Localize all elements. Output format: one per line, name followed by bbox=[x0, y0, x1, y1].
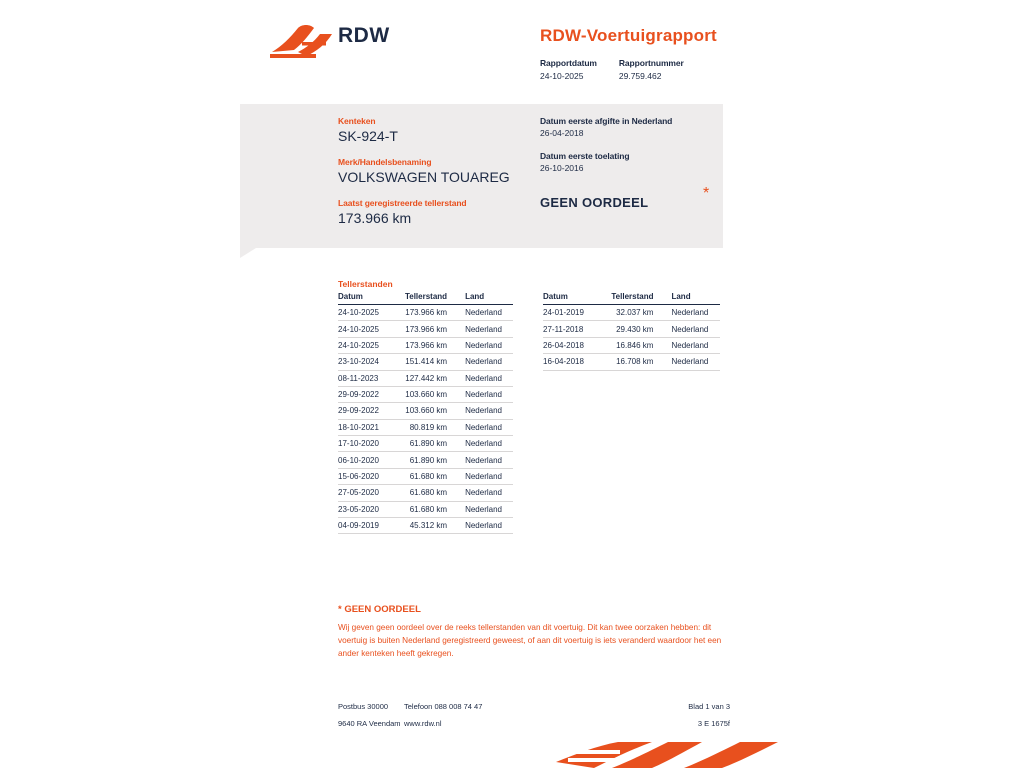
field-label-laatste-tellerstand: Laatst geregistreerde tellerstand bbox=[338, 198, 467, 208]
cell-datum: 17-10-2020 bbox=[338, 436, 390, 452]
cell-datum: 23-05-2020 bbox=[338, 501, 390, 517]
report-meta bbox=[540, 58, 684, 81]
odometer-table-right bbox=[543, 292, 720, 371]
table-row bbox=[338, 386, 513, 402]
table-row bbox=[543, 321, 720, 337]
cell-datum: 24-10-2025 bbox=[338, 337, 390, 353]
odometer-left-body bbox=[338, 305, 513, 534]
table-row bbox=[338, 370, 513, 386]
column-header-datum: Datum bbox=[543, 292, 596, 305]
rdw-logo-icon bbox=[268, 22, 338, 62]
cell-land: Nederland bbox=[461, 468, 513, 484]
cell-datum: 16-04-2018 bbox=[543, 354, 596, 370]
cell-tellerstand: 29.430 km bbox=[596, 321, 668, 337]
cell-land: Nederland bbox=[461, 419, 513, 435]
cell-tellerstand: 173.966 km bbox=[390, 337, 461, 353]
cell-land: Nederland bbox=[461, 386, 513, 402]
cell-datum: 24-10-2025 bbox=[338, 305, 390, 321]
cell-tellerstand: 16.846 km bbox=[596, 337, 668, 353]
field-label-eerste-toelating: Datum eerste toelating bbox=[540, 151, 630, 161]
cell-land: Nederland bbox=[667, 305, 720, 321]
cell-datum: 24-10-2025 bbox=[338, 321, 390, 337]
cell-datum: 26-04-2018 bbox=[543, 337, 596, 353]
cell-tellerstand: 80.819 km bbox=[390, 419, 461, 435]
cell-tellerstand: 61.680 km bbox=[390, 468, 461, 484]
cell-datum: 08-11-2023 bbox=[338, 370, 390, 386]
cell-land: Nederland bbox=[461, 517, 513, 533]
cell-tellerstand: 16.708 km bbox=[596, 354, 668, 370]
form-code: 3 E 1675f bbox=[697, 719, 730, 728]
cell-land: Nederland bbox=[461, 403, 513, 419]
table-row bbox=[338, 468, 513, 484]
cell-land: Nederland bbox=[461, 370, 513, 386]
verdict-asterisk: * bbox=[703, 185, 710, 202]
cell-datum: 29-09-2022 bbox=[338, 403, 390, 419]
panel-notch-decoration bbox=[240, 248, 256, 258]
field-value-eerste-toelating: 26-10-2016 bbox=[540, 163, 584, 173]
column-header-tellerstand: Tellerstand bbox=[390, 292, 461, 305]
cell-tellerstand: 61.680 km bbox=[390, 485, 461, 501]
verdict-badge: GEEN OORDEEL bbox=[540, 195, 649, 210]
footer-website[interactable]: www.rdw.nl bbox=[404, 719, 442, 728]
cell-land: Nederland bbox=[461, 436, 513, 452]
table-row bbox=[338, 452, 513, 468]
cell-land: Nederland bbox=[461, 501, 513, 517]
meta-label: Rapportnummer bbox=[618, 58, 684, 68]
table-row bbox=[543, 305, 720, 321]
cell-land: Nederland bbox=[667, 354, 720, 370]
cell-datum: 29-09-2022 bbox=[338, 386, 390, 402]
column-header-datum: Datum bbox=[338, 292, 390, 305]
odometer-table-left bbox=[338, 292, 513, 534]
section-title-tellerstanden: Tellerstanden bbox=[338, 279, 393, 289]
table-row bbox=[338, 354, 513, 370]
table-row bbox=[338, 436, 513, 452]
field-label-eerste-afgifte: Datum eerste afgifte in Nederland bbox=[540, 116, 673, 126]
cell-datum: 04-09-2019 bbox=[338, 517, 390, 533]
cell-tellerstand: 103.660 km bbox=[390, 403, 461, 419]
footer-phone: Telefoon 088 008 74 47 bbox=[404, 702, 483, 711]
meta-value: 24-10-2025 bbox=[540, 71, 584, 81]
cell-land: Nederland bbox=[461, 354, 513, 370]
footer-address-line1: Postbus 30000 bbox=[338, 702, 389, 711]
field-value-eerste-afgifte: 26-04-2018 bbox=[540, 128, 584, 138]
field-value-kenteken: SK-924-T bbox=[338, 128, 398, 144]
table-row bbox=[338, 305, 513, 321]
column-header-land: Land bbox=[461, 292, 513, 305]
panel-right-column bbox=[540, 116, 720, 210]
odometer-right-body bbox=[543, 305, 720, 371]
cell-tellerstand: 32.037 km bbox=[596, 305, 668, 321]
cell-land: Nederland bbox=[461, 305, 513, 321]
cell-tellerstand: 45.312 km bbox=[390, 517, 461, 533]
footnote-block bbox=[338, 604, 730, 660]
field-value-laatste-tellerstand: 173.966 km bbox=[338, 210, 412, 226]
field-value-merk: VOLKSWAGEN TOUAREG bbox=[338, 169, 510, 185]
cell-tellerstand: 61.890 km bbox=[390, 436, 461, 452]
cell-datum: 15-06-2020 bbox=[338, 468, 390, 484]
cell-land: Nederland bbox=[461, 321, 513, 337]
footer-address-line2: 9640 RA Veendam bbox=[338, 719, 401, 728]
cell-datum: 24-01-2019 bbox=[543, 305, 596, 321]
brand-title: RDW bbox=[338, 24, 390, 47]
table-header-row bbox=[338, 292, 513, 305]
meta-report-number bbox=[619, 58, 684, 81]
cell-datum: 06-10-2020 bbox=[338, 452, 390, 468]
cell-datum: 23-10-2024 bbox=[338, 354, 390, 370]
page-title: RDW-Voertuigrapport bbox=[540, 26, 717, 45]
table-row bbox=[338, 419, 513, 435]
cell-tellerstand: 61.890 km bbox=[390, 452, 461, 468]
page-number: Blad 1 van 3 bbox=[688, 702, 730, 711]
cell-land: Nederland bbox=[461, 452, 513, 468]
cell-tellerstand: 173.966 km bbox=[390, 321, 461, 337]
cell-datum: 18-10-2021 bbox=[338, 419, 390, 435]
column-header-tellerstand: Tellerstand bbox=[596, 292, 668, 305]
cell-tellerstand: 127.442 km bbox=[390, 370, 461, 386]
table-row bbox=[338, 517, 513, 533]
table-row bbox=[338, 321, 513, 337]
table-row bbox=[543, 354, 720, 370]
field-label-kenteken: Kenteken bbox=[338, 116, 376, 126]
cell-land: Nederland bbox=[461, 485, 513, 501]
footnote-heading: * GEEN OORDEEL bbox=[338, 604, 421, 615]
cell-tellerstand: 103.660 km bbox=[390, 386, 461, 402]
table-row bbox=[338, 501, 513, 517]
table-row bbox=[338, 337, 513, 353]
table-header-row bbox=[543, 292, 720, 305]
table-row bbox=[543, 337, 720, 353]
cell-tellerstand: 151.414 km bbox=[390, 354, 461, 370]
footer-right-block bbox=[660, 702, 730, 736]
meta-label: Rapportdatum bbox=[540, 58, 597, 68]
cell-land: Nederland bbox=[667, 321, 720, 337]
table-row bbox=[338, 485, 513, 501]
panel-left-column bbox=[338, 116, 528, 239]
meta-report-date bbox=[540, 58, 597, 81]
table-row bbox=[338, 403, 513, 419]
cell-land: Nederland bbox=[461, 337, 513, 353]
bottom-logo-graphic-icon bbox=[556, 740, 786, 770]
cell-land: Nederland bbox=[667, 337, 720, 353]
footnote-body: Wij geven geen oordeel over de reeks tellerstanden van dit voertuig. Dit kan twee oorzaken hebben: dit voertuig is buiten Nederland geregistreerd geweest, of aan dit voertuig is iets veranderd waardoor het een ander kenteken heeft gekregen. bbox=[338, 623, 722, 658]
column-header-land: Land bbox=[667, 292, 720, 305]
field-label-merk: Merk/Handelsbenaming bbox=[338, 157, 432, 167]
meta-value: 29.759.462 bbox=[618, 71, 662, 81]
cell-tellerstand: 61.680 km bbox=[390, 501, 461, 517]
cell-datum: 27-11-2018 bbox=[543, 321, 596, 337]
cell-datum: 27-05-2020 bbox=[338, 485, 390, 501]
cell-tellerstand: 173.966 km bbox=[390, 305, 461, 321]
